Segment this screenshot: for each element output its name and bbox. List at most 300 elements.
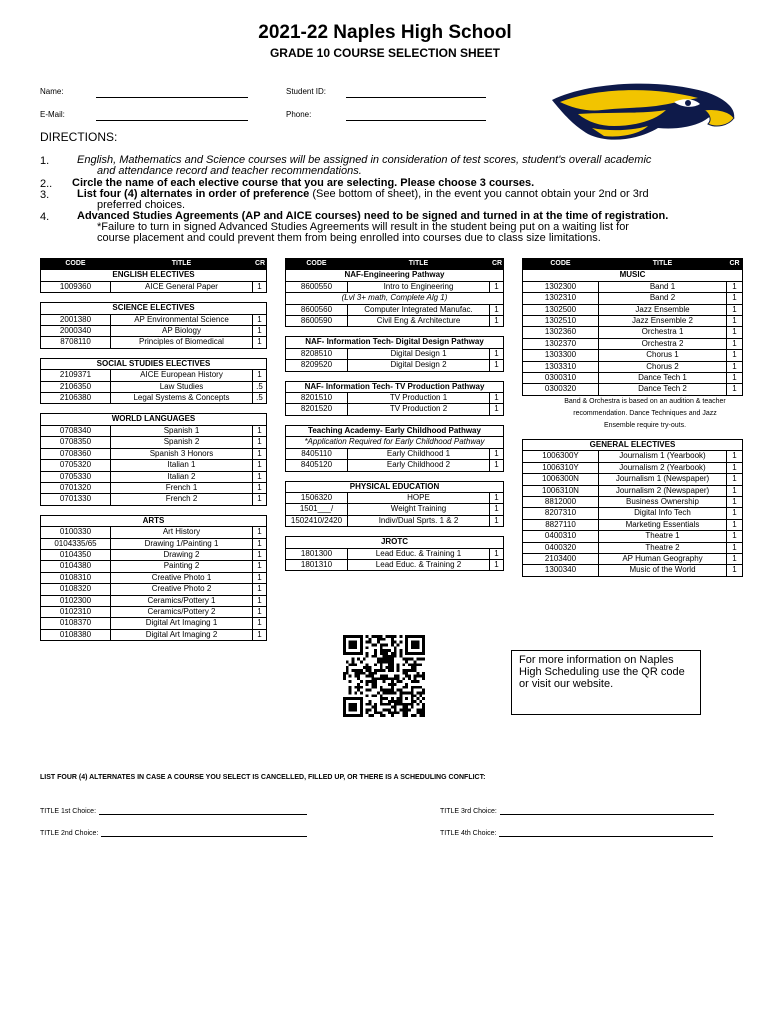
course-credit: 1	[727, 531, 743, 542]
spacer-cell	[41, 348, 267, 358]
course-row[interactable]	[523, 350, 743, 361]
title-header: TITLE	[348, 259, 490, 270]
spacer-cell	[41, 404, 267, 414]
course-title: Law Studies	[111, 381, 253, 392]
course-code: 1801300	[286, 548, 348, 559]
course-code: 0102310	[41, 606, 111, 617]
spacer-cell	[286, 415, 504, 425]
course-credit: 1	[490, 281, 504, 292]
student-id-label: Student ID:	[286, 87, 327, 96]
direction-3-line-2: preferred choices.	[97, 199, 186, 211]
course-credit: 1	[253, 494, 267, 505]
direction-1-text	[77, 155, 717, 177]
info-box: For more information on Naples High Scheduling use the QR code or visit our website.	[511, 650, 701, 715]
course-row[interactable]	[41, 393, 267, 404]
section-heading-row	[286, 425, 504, 436]
course-row[interactable]	[286, 460, 504, 471]
spacer-cell	[41, 505, 267, 515]
choice-4-line[interactable]	[499, 836, 713, 837]
section-heading: PHYSICAL EDUCATION	[286, 481, 504, 492]
course-row[interactable]	[41, 326, 267, 337]
phone-field[interactable]	[346, 120, 486, 121]
course-credit: 1	[727, 384, 743, 395]
course-title: Marketing Essentials	[599, 519, 727, 530]
alternate-choice-4[interactable]	[440, 830, 713, 837]
course-row[interactable]	[523, 361, 743, 372]
course-title: Digital Art Imaging 1	[111, 618, 253, 629]
course-credit: 1	[490, 492, 504, 503]
course-credit: 1	[253, 437, 267, 448]
course-row[interactable]	[523, 281, 743, 292]
course-title: AP Biology	[111, 326, 253, 337]
section-heading: WORLD LANGUAGES	[41, 414, 267, 425]
cr-header: CR	[490, 259, 504, 270]
course-title: French 2	[111, 494, 253, 505]
course-title: Indiv/Dual Sprts. 1 & 2	[348, 515, 490, 526]
course-code: 8600550	[286, 281, 348, 292]
course-title: Legal Systems & Concepts	[111, 393, 253, 404]
email-label: E-Mail:	[40, 110, 65, 119]
section-note: *Application Required for Early Childhood Pathway	[286, 437, 504, 448]
course-row[interactable]	[286, 281, 504, 292]
course-title: Creative Photo 2	[111, 584, 253, 595]
course-row[interactable]	[286, 559, 504, 570]
course-credit: 1	[727, 474, 743, 485]
course-credit: 1	[490, 360, 504, 371]
course-code: 1506320	[286, 492, 348, 503]
course-row[interactable]	[286, 316, 504, 327]
course-code: 8600590	[286, 316, 348, 327]
course-credit: 1	[253, 629, 267, 640]
course-code: 1501___/	[286, 504, 348, 515]
direction-3-bold: List four (4) alternates in order of preference	[77, 188, 310, 200]
course-row[interactable]	[41, 482, 267, 493]
course-code: 2109371	[41, 370, 111, 381]
course-row[interactable]	[286, 548, 504, 559]
course-code: 0102300	[41, 595, 111, 606]
course-title: TV Production 2	[348, 404, 490, 415]
course-title: Ceramics/Pottery 2	[111, 606, 253, 617]
direction-2-text: Circle the name of each elective course that you are selecting. Please choose 3 courses.	[72, 177, 535, 189]
course-row[interactable]	[41, 370, 267, 381]
course-code: 0104380	[41, 561, 111, 572]
course-code: 0708340	[41, 425, 111, 436]
cr-header: CR	[253, 259, 267, 270]
course-row[interactable]	[286, 448, 504, 459]
course-title: Lead Educ. & Training 1	[348, 548, 490, 559]
course-title: Orchestra 1	[599, 327, 727, 338]
course-title: Spanish 1	[111, 425, 253, 436]
course-row[interactable]	[41, 606, 267, 617]
alternate-choice-2[interactable]	[40, 830, 307, 837]
alternates-heading: LIST FOUR (4) ALTERNATES IN CASE A COURSE YOU SELECT IS CANCELLED, FILLED UP, OR THERE IS A SCHEDULING CONFLICT:	[40, 774, 486, 781]
course-title: Jazz Ensemble	[599, 304, 727, 315]
course-code: 1006310N	[523, 485, 599, 496]
course-credit: 1	[727, 293, 743, 304]
course-row[interactable]	[523, 338, 743, 349]
course-code: 0708360	[41, 448, 111, 459]
course-row[interactable]	[41, 425, 267, 436]
course-row[interactable]	[286, 393, 504, 404]
direction-1-number: 1.	[40, 155, 50, 167]
section-note-row	[286, 293, 504, 304]
course-title: Journalism 2 (Newspaper)	[599, 485, 727, 496]
spacer-cell	[286, 327, 504, 337]
course-code: 8405120	[286, 460, 348, 471]
section-heading-row	[41, 270, 267, 281]
course-title: Principles of Biomedical	[111, 337, 253, 348]
section-heading-row	[41, 414, 267, 425]
course-credit: 1	[490, 460, 504, 471]
course-title: Painting 2	[111, 561, 253, 572]
name-field[interactable]	[96, 97, 248, 98]
course-credit: .5	[253, 393, 267, 404]
section-note-row	[286, 437, 504, 448]
course-title: Creative Photo 1	[111, 572, 253, 583]
course-row[interactable]	[286, 492, 504, 503]
course-credit: 1	[253, 281, 267, 292]
course-credit: 1	[253, 595, 267, 606]
course-credit: .5	[253, 381, 267, 392]
spacer-row	[41, 348, 267, 358]
direction-4-number: 4.	[40, 211, 50, 223]
course-code: 8209520	[286, 360, 348, 371]
course-code: 1302300	[523, 281, 599, 292]
eagle-logo	[548, 74, 738, 154]
course-credit: 1	[727, 565, 743, 576]
course-row[interactable]	[41, 460, 267, 471]
section-heading: JROTC	[286, 537, 504, 548]
course-code: 0705330	[41, 471, 111, 482]
course-row[interactable]	[41, 437, 267, 448]
directions-heading: DIRECTIONS:	[40, 130, 118, 144]
course-credit: 1	[253, 606, 267, 617]
course-code: 0708350	[41, 437, 111, 448]
section-heading-row	[286, 481, 504, 492]
course-title: Spanish 2	[111, 437, 253, 448]
course-credit: 1	[253, 471, 267, 482]
course-title: Civil Eng & Architecture	[348, 316, 490, 327]
course-row[interactable]	[286, 504, 504, 515]
course-title: AICE General Paper	[111, 281, 253, 292]
page-title: 2021-22 Naples High School	[258, 22, 512, 43]
course-code: 1009360	[41, 281, 111, 292]
course-credit: 1	[253, 561, 267, 572]
course-credit: 1	[727, 508, 743, 519]
spacer-cell	[286, 471, 504, 481]
course-credit: 1	[253, 527, 267, 538]
course-row[interactable]	[523, 462, 743, 473]
direction-4-line-1: Advanced Studies Agreements (AP and AICE courses) need to be signed and turned in at the time of registration.	[77, 210, 669, 222]
course-code: 0400320	[523, 542, 599, 553]
course-row[interactable]	[523, 531, 743, 542]
course-row[interactable]	[523, 508, 743, 519]
course-credit: 1	[253, 314, 267, 325]
course-code: 8600560	[286, 304, 348, 315]
course-row[interactable]	[41, 281, 267, 292]
spacer-row	[41, 293, 267, 303]
direction-1-line-2: and attendance record and teacher recommendations.	[97, 165, 362, 177]
choice-3-label: TITLE 3rd Choice:	[440, 808, 497, 815]
course-title: AP Environmental Science	[111, 314, 253, 325]
choice-2-line[interactable]	[101, 836, 307, 837]
course-code: 2106350	[41, 381, 111, 392]
section-note: (Lvl 3+ math, Complete Alg 1)	[286, 293, 504, 304]
course-credit: 1	[253, 326, 267, 337]
course-title: Digital Art Imaging 2	[111, 629, 253, 640]
course-row[interactable]	[41, 471, 267, 482]
course-code: 0104350	[41, 549, 111, 560]
spacer-cell	[41, 293, 267, 303]
course-title: Journalism 1 (Yearbook)	[599, 451, 727, 462]
course-row[interactable]	[523, 316, 743, 327]
music-audition-note: Band & Orchestra is based on an audition & teacher recommendation. Dance Techniques and Jazz Ensemble require try-outs.	[564, 398, 726, 429]
cr-header: CR	[727, 259, 743, 270]
course-credit: 1	[727, 451, 743, 462]
section-heading: ENGLISH ELECTIVES	[41, 270, 267, 281]
course-credit: 1	[490, 515, 504, 526]
section-heading: NAF-Engineering Pathway	[286, 270, 504, 281]
course-code: 8812000	[523, 496, 599, 507]
choice-4-label: TITLE 4th Choice:	[440, 830, 497, 837]
course-row[interactable]	[523, 373, 743, 384]
course-row[interactable]	[523, 474, 743, 485]
course-credit: 1	[490, 559, 504, 570]
course-row[interactable]	[41, 629, 267, 640]
direction-4-line-2: *Failure to turn in signed Advanced Studies Agreements will result in the student being put on a waiting list for	[97, 221, 629, 233]
course-credit: 1	[727, 338, 743, 349]
course-code: 0104335/65	[41, 538, 111, 549]
spacer-row	[41, 404, 267, 414]
section-heading-row	[286, 537, 504, 548]
course-code: 0300310	[523, 373, 599, 384]
course-title: Spanish 3 Honors	[111, 448, 253, 459]
course-row[interactable]	[286, 304, 504, 315]
direction-1-line-1: English, Mathematics and Science courses will be assigned in consideration of test scores, student's overall academic	[77, 154, 652, 166]
course-row[interactable]	[523, 451, 743, 462]
course-credit: 1	[727, 462, 743, 473]
direction-3-rest: (See bottom of sheet), in the event you cannot obtain your 2nd or 3rd	[309, 188, 649, 200]
course-code: 1303310	[523, 361, 599, 372]
course-code: 8208510	[286, 348, 348, 359]
course-row[interactable]	[286, 348, 504, 359]
course-title: Early Childhood 2	[348, 460, 490, 471]
course-credit: 1	[490, 548, 504, 559]
course-row[interactable]	[286, 404, 504, 415]
course-title: Chorus 1	[599, 350, 727, 361]
course-title: Dance Tech 1	[599, 373, 727, 384]
course-code: 1006300Y	[523, 451, 599, 462]
course-row[interactable]	[41, 584, 267, 595]
course-code: 0108310	[41, 572, 111, 583]
section-heading-row	[41, 515, 267, 526]
course-credit: 1	[727, 350, 743, 361]
section-heading: GENERAL ELECTIVES	[523, 439, 743, 450]
section-heading-row	[41, 303, 267, 314]
course-credit: 1	[253, 538, 267, 549]
course-credit: 1	[727, 542, 743, 553]
course-code: 1502410/2420	[286, 515, 348, 526]
course-credit: 1	[490, 393, 504, 404]
course-row[interactable]	[523, 496, 743, 507]
spacer-row	[41, 505, 267, 515]
choice-1-label: TITLE 1st Choice:	[40, 808, 97, 815]
course-code: 0705320	[41, 460, 111, 471]
course-title: Digital Design 1	[348, 348, 490, 359]
course-title: Band 1	[599, 281, 727, 292]
code-header: CODE	[41, 259, 111, 270]
section-heading-row	[286, 270, 504, 281]
choice-1-line[interactable]	[99, 814, 307, 815]
direction-2-number: 2..	[40, 178, 53, 190]
course-credit: 1	[253, 425, 267, 436]
course-code: 1006300N	[523, 474, 599, 485]
course-title: French 1	[111, 482, 253, 493]
course-credit: 1	[253, 549, 267, 560]
course-code: 1302500	[523, 304, 599, 315]
title-header: TITLE	[111, 259, 253, 270]
alternate-choice-1[interactable]	[40, 808, 307, 815]
course-credit: 1	[727, 316, 743, 327]
course-title: Digital Design 2	[348, 360, 490, 371]
course-credit: 1	[490, 348, 504, 359]
course-title: TV Production 1	[348, 393, 490, 404]
course-title: Jazz Ensemble 2	[599, 316, 727, 327]
course-code: 0100330	[41, 527, 111, 538]
course-title: Digital Info Tech	[599, 508, 727, 519]
course-row[interactable]	[286, 360, 504, 371]
course-title: Intro to Engineering	[348, 281, 490, 292]
course-code: 2106380	[41, 393, 111, 404]
course-row[interactable]	[523, 553, 743, 564]
direction-3-text	[77, 189, 717, 211]
course-code: 1801310	[286, 559, 348, 570]
choice-3-line[interactable]	[500, 814, 714, 815]
course-credit: 1	[253, 584, 267, 595]
course-title: AP Human Geography	[599, 553, 727, 564]
course-code: 1303300	[523, 350, 599, 361]
course-code: 2103400	[523, 553, 599, 564]
course-title: HOPE	[348, 492, 490, 503]
course-row[interactable]	[286, 515, 504, 526]
section-heading-row	[286, 337, 504, 348]
spacer-row	[286, 527, 504, 537]
course-table-middle	[285, 258, 504, 571]
course-code: 1302510	[523, 316, 599, 327]
course-title: Art History	[111, 527, 253, 538]
course-row[interactable]	[523, 565, 743, 576]
section-heading-row	[523, 439, 743, 450]
course-code: 8708110	[41, 337, 111, 348]
course-table-left	[40, 258, 267, 641]
course-credit: 1	[727, 373, 743, 384]
course-code: 8201510	[286, 393, 348, 404]
course-title: Band 2	[599, 293, 727, 304]
section-heading: ARTS	[41, 515, 267, 526]
course-credit: 1	[490, 504, 504, 515]
course-row[interactable]	[41, 538, 267, 549]
course-row[interactable]	[41, 448, 267, 459]
course-code: 2001380	[41, 314, 111, 325]
course-code: 1302370	[523, 338, 599, 349]
course-code: 0701330	[41, 494, 111, 505]
course-row[interactable]	[523, 384, 743, 395]
section-heading: MUSIC	[523, 270, 743, 281]
course-row[interactable]	[523, 327, 743, 338]
alternate-choice-3[interactable]	[440, 808, 714, 815]
section-heading-row	[41, 358, 267, 369]
section-heading: NAF- Information Tech- Digital Design Pathway	[286, 337, 504, 348]
student-id-field[interactable]	[346, 97, 486, 98]
course-row[interactable]	[523, 542, 743, 553]
course-credit: 1	[727, 304, 743, 315]
section-heading: SOCIAL STUDIES ELECTIVES	[41, 358, 267, 369]
direction-4-text	[77, 211, 717, 244]
course-title: Italian 1	[111, 460, 253, 471]
code-header: CODE	[523, 259, 599, 270]
course-row[interactable]	[41, 549, 267, 560]
email-field[interactable]	[96, 120, 248, 121]
course-credit: 1	[253, 337, 267, 348]
course-code: 2000340	[41, 326, 111, 337]
qr-code[interactable]	[343, 635, 425, 717]
section-heading: SCIENCE ELECTIVES	[41, 303, 267, 314]
course-row[interactable]	[41, 527, 267, 538]
code-header: CODE	[286, 259, 348, 270]
course-credit: 1	[727, 485, 743, 496]
course-credit: 1	[727, 519, 743, 530]
course-credit: 1	[253, 482, 267, 493]
course-credit: 1	[727, 281, 743, 292]
spacer-cell	[286, 371, 504, 381]
course-row[interactable]	[41, 314, 267, 325]
course-row[interactable]	[41, 595, 267, 606]
spacer-row	[286, 471, 504, 481]
course-row[interactable]	[523, 519, 743, 530]
course-title: AICE European History	[111, 370, 253, 381]
course-title: Drawing 1/Painting 1	[111, 538, 253, 549]
course-row[interactable]	[41, 561, 267, 572]
course-title: Computer Integrated Manufac.	[348, 304, 490, 315]
course-credit: 1	[253, 448, 267, 459]
course-credit: 1	[490, 448, 504, 459]
section-heading: Teaching Academy- Early Childhood Pathway	[286, 425, 504, 436]
course-row[interactable]	[41, 618, 267, 629]
course-row[interactable]	[41, 381, 267, 392]
phone-label: Phone:	[286, 110, 312, 119]
table-header-row	[523, 259, 743, 270]
course-code: 8827110	[523, 519, 599, 530]
course-row[interactable]	[41, 494, 267, 505]
course-code: 0108320	[41, 584, 111, 595]
course-row[interactable]	[41, 337, 267, 348]
course-code: 1300340	[523, 565, 599, 576]
course-credit: 1	[727, 327, 743, 338]
course-title: Drawing 2	[111, 549, 253, 560]
course-row[interactable]	[523, 304, 743, 315]
course-code: 0701320	[41, 482, 111, 493]
course-row[interactable]	[523, 485, 743, 496]
spacer-row	[286, 371, 504, 381]
course-row[interactable]	[41, 572, 267, 583]
spacer-row	[286, 415, 504, 425]
section-heading-row	[286, 381, 504, 392]
page-subtitle: GRADE 10 COURSE SELECTION SHEET	[269, 46, 501, 60]
course-credit: 1	[253, 618, 267, 629]
course-credit: 1	[490, 316, 504, 327]
course-credit: 1	[727, 361, 743, 372]
course-row[interactable]	[523, 293, 743, 304]
